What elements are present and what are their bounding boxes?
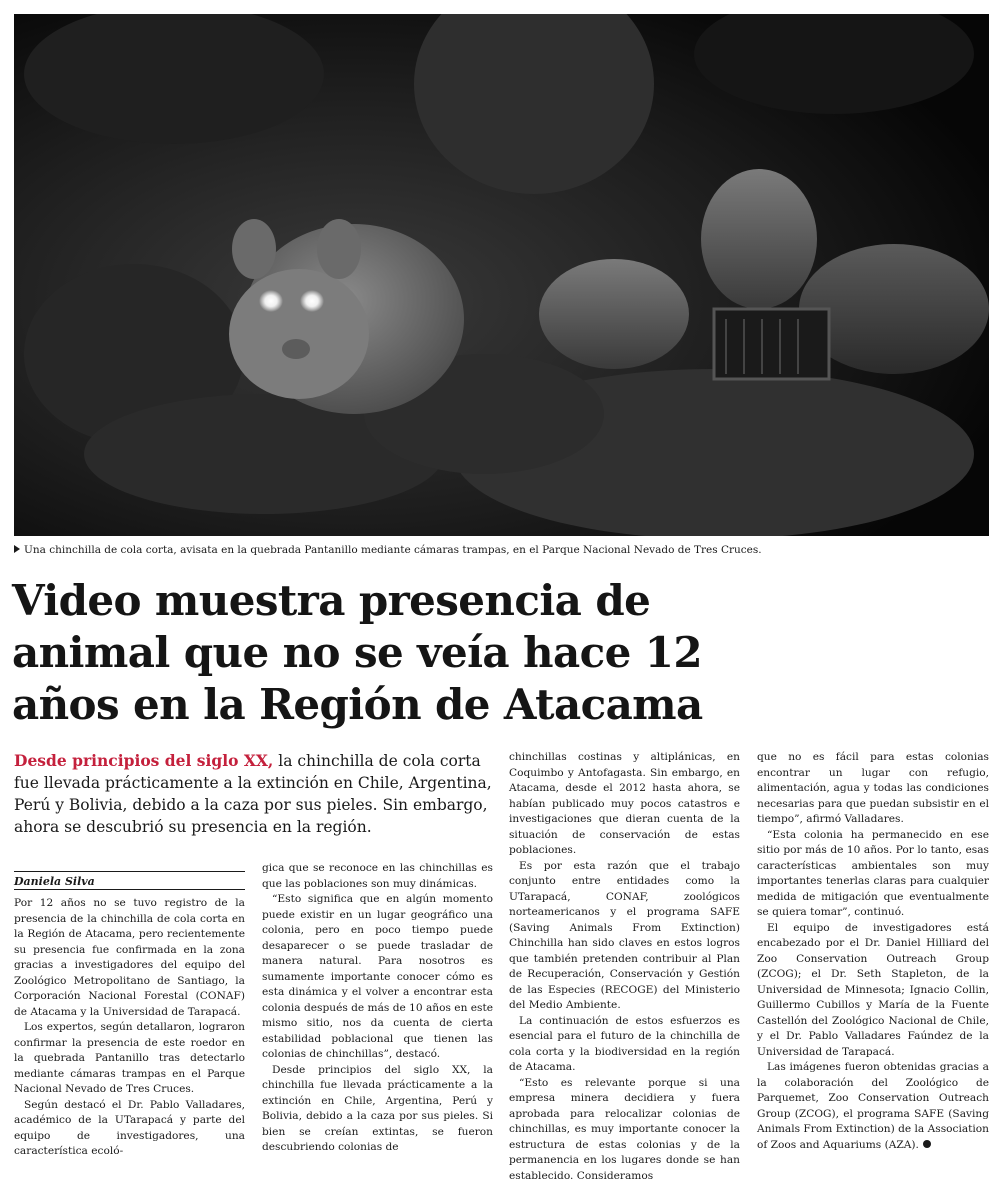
article-column-1 [14,896,245,1160]
photo-caption [14,543,989,557]
article-column-2 [262,861,493,1156]
lede-text: la chinchilla de cola corta fue llevada prácticamente a la extinción en Chile, Argentina, Perú y Bolivia, debido a la caza por sus pieles. Sin embargo, ahora se descubrió su presencia en la región. [14,752,492,836]
byline-rule-top [14,871,245,872]
headline-line-2: animal que no se veía hace 12 [12,627,987,679]
lede-highlight: Desde principios del siglo XX, [14,751,273,770]
byline-rule-bottom [14,889,245,890]
lede-paragraph [14,750,494,838]
headline-line-3: años en la Región de Atacama [12,679,987,731]
caption-triangle-icon [14,545,20,553]
paragraph: Los expertos, según detallaron, lograron confirmar la presencia de este roedor en la quebrada Pantanillo tras detectarlo mediante cámaras trampas en el Parque Nacional Nevado de Tres Cruces. [14,1020,245,1098]
byline: Daniela Silva [14,874,245,889]
paragraph: La continuación de estos esfuerzos es esencial para el futuro de la chinchilla de cola corta y la biodiversidad en la región de Atacama. [509,1014,740,1076]
article-column-3 [509,750,740,1184]
paragraph-final [757,1060,989,1153]
paragraph: Desde principios del siglo XX, la chinchilla fue llevada prácticamente a la extinción en Chile, Argentina, Perú y Bolivia, debido a la caza por sus pieles. Si bien se creían extintas, se fueron descubriendo colonias de [262,1063,493,1156]
paragraph: “Esto es relevante porque si una empresa minera decidiera y fuera aprobada para relocalizar colonias de chinchillas, es muy importante conocer la estructura de estas colonias y de la permanencia en los lugares donde se han establecido. Consideramos [509,1076,740,1184]
paragraph: El equipo de investigadores está encabezado por el Dr. Daniel Hilliard del Zoo Conservation Outreach Group (ZCOG); el Dr. Seth Stapleton, de la Universidad de Minnesota; Ignacio Collin, Guillermo Cubillos y María de la Fuente Castellón del Zoológico Nacional de Chile, y el Dr. Pablo Valladares Faúndez de la Universidad de Tarapacá. [757,921,989,1061]
chinchilla-night-photo [14,14,989,536]
paragraph: que no es fácil para estas colonias encontrar un lugar con refugio, alimentación, agua y todas las condiciones necesarias para que puedan subsistir en el tiempo”, afirmó Valladares. [757,750,989,828]
end-of-article-icon [923,1140,931,1148]
final-text: Las imágenes fueron obtenidas gracias a la colaboración del Zoológico de Parquemet, Zoo Conservation Outreach Group (ZCOG), el programa SAFE (Saving Animals From Extinction) de la Association of Zoos and Aquariums (AZA). [757,1061,989,1151]
paragraph: “Esto significa que en algún momento puede existir en un lugar geográfico una colonia, pero en poco tiempo puede desaparecer o se puede trasladar de manera natural. Para nosotros es sumamente importante conocer cómo es esta dinámica y el volver a encontrar esta colonia después de más de 10 años en este mismo sitio, nos da cuenta de cierta estabilidad poblacional que tienen las colonias de chinchillas”, destacó. [262,892,493,1063]
paragraph: “Esta colonia ha permanecido en ese sitio por más de 10 años. Por lo tanto, esas características ambientales son muy importantes tenerlas claras para cualquier medida de mitigación que eventualmente se quiera tomar”, continuó. [757,828,989,921]
paragraph: chinchillas costinas y altiplánicas, en Coquimbo y Antofagasta. Sin embargo, en Atacama, desde el 2012 hasta ahora, se habían publicado muy pocos catastros e investigaciones que dieran cuenta de la situación de conservación de estas poblaciones. [509,750,740,859]
article-column-4 [757,750,989,1153]
paragraph: Por 12 años no se tuvo registro de la presencia de la chinchilla de cola corta en la Región de Atacama, pero recientemente su presencia fue confirmada en la zona gracias a investigadores del equipo del Zoológico Metropolitano de Santiago, la Corporación Nacional Forestal (CONAF) de Atacama y la Universidad de Tarapacá. [14,896,245,1020]
caption-text: Una chinchilla de cola corta, avisata en la quebrada Pantanillo mediante cámaras trampas, en el Parque Nacional Nevado de Tres Cruces. [24,544,762,556]
paragraph: gica que se reconoce en las chinchillas es que las poblaciones son muy dinámicas. [262,861,493,892]
headline [12,575,987,731]
headline-line-1: Video muestra presencia de [12,575,987,627]
paragraph: Es por esta razón que el trabajo conjunto entre entidades como la UTarapacá, CONAF, zoológicos norteamericanos y el programa SAFE (Saving Animals From Extinction) Chinchilla han sido claves en estos logros que también pretenden contribuir al Plan de Recuperación, Conservación y Gestión de las Especies (RECOGE) del Ministerio del Medio Ambiente. [509,859,740,1014]
paragraph: Según destacó el Dr. Pablo Valladares, académico de la UTarapacá y parte del equipo de investigadores, una característica ecoló- [14,1098,245,1160]
